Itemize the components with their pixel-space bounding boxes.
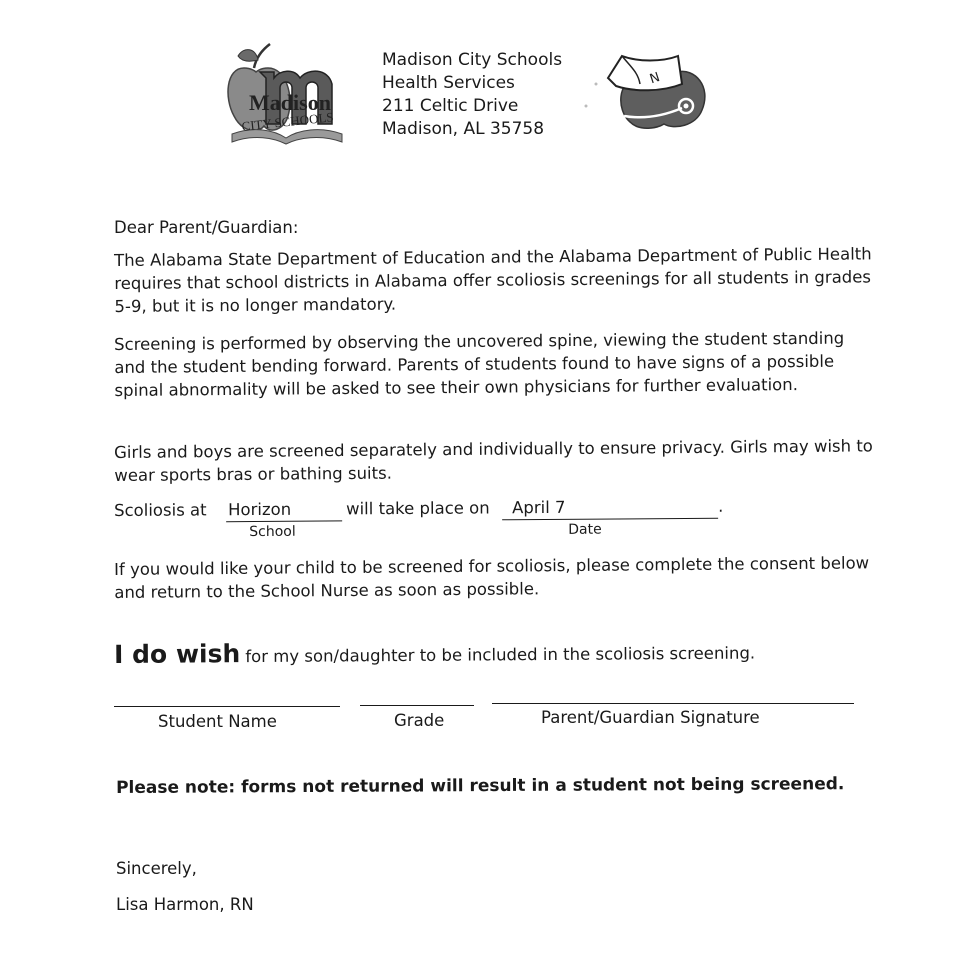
logo-subtext: CITY SCHOOLS — [240, 109, 335, 134]
schedule-middle: will take place on — [346, 498, 490, 519]
date-field[interactable] — [502, 496, 718, 521]
grade-label: Grade — [394, 711, 445, 730]
address-line: Madison, AL 35758 — [382, 119, 545, 139]
address-line: 211 Celtic Drive — [382, 96, 519, 116]
school-value: Horizon — [228, 499, 292, 520]
parent-signature-label: Parent/Guardian Signature — [541, 708, 760, 727]
school-field[interactable] — [226, 498, 342, 522]
paragraph-privacy: Girls and boys are screened separately and individually to ensure privacy. Girls may wish to wear sports bras or bathing suits. — [114, 436, 873, 485]
nurse-apple-logo — [578, 50, 718, 134]
paragraph-requirement: The Alabama State Department of Education and the Alabama Department of Public Health requires that school districts in Alabama offer scoliosis screenings for all students in grades 5-9, but it is no longer mandatory. — [114, 244, 872, 316]
closing: Sincerely, — [116, 859, 197, 878]
date-caption: Date — [568, 521, 602, 538]
date-value: April 7 — [511, 497, 566, 518]
student-name-line[interactable] — [114, 706, 340, 707]
madison-city-schools-logo — [224, 38, 348, 148]
parent-signature-line[interactable] — [492, 703, 854, 704]
logo-text: Madison — [249, 90, 331, 115]
return-note: Please note: forms not returned will result in a student not being screened. — [116, 774, 845, 798]
consent-instructions: If you would like your child to be screened for scoliosis, please complete the consent below and return to the School Nurse as soon as possible. — [114, 553, 870, 602]
screening-schedule — [114, 495, 834, 550]
school-caption: School — [249, 523, 296, 541]
consent-bold: I do wish — [114, 639, 241, 669]
nurse-cap-icon — [608, 56, 682, 90]
greeting: Dear Parent/Guardian: — [114, 218, 299, 237]
consent-rest: for my son/daughter to be included in the scoliosis screening. — [245, 643, 756, 667]
consent-statement — [114, 636, 755, 669]
schedule-suffix: . — [717, 496, 724, 516]
cap-letter: N — [647, 70, 662, 88]
grade-line[interactable] — [360, 705, 474, 706]
schedule-prefix: Scoliosis at — [114, 500, 207, 520]
student-name-label: Student Name — [158, 712, 277, 731]
address-line: Health Services — [382, 73, 515, 93]
paragraph-procedure: Screening is performed by observing the uncovered spine, viewing the student standing and the student bending forward. Parents of students found to have signs of a possible spinal abnormality will be asked to see their own physicians for further evaluation. — [114, 328, 845, 400]
district-address — [382, 49, 562, 141]
address-line: Madison City Schools — [382, 50, 563, 70]
signer-name: Lisa Harmon, RN — [116, 895, 254, 914]
